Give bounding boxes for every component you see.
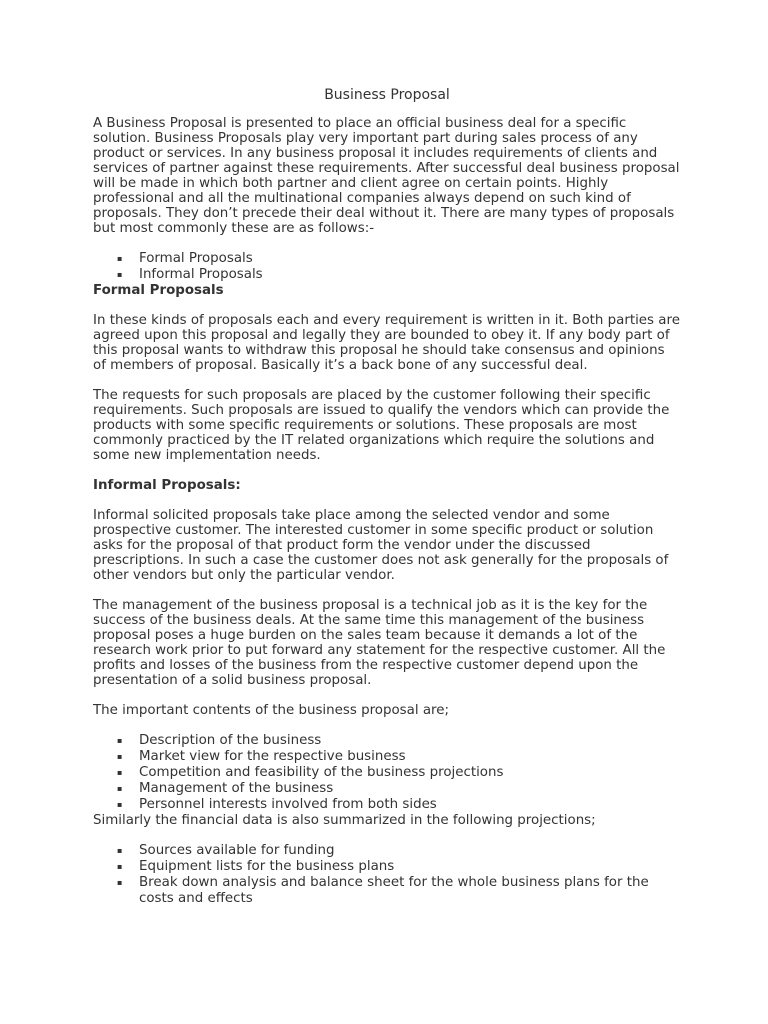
bullet-icon: ▪: [117, 862, 123, 871]
proposal-types-list: [93, 251, 681, 283]
contents-intro: The important contents of the business proposal are;: [93, 703, 450, 718]
bullet-icon: ▪: [117, 254, 123, 263]
document-page: [93, 88, 681, 907]
intro-paragraph: A Business Proposal is presented to place an official business deal for a specific solution. Business Proposals play very important part during sales process of any product or services. In any business proposal it includes requirements of clients and services of partner against these requirements. After successful deal business proposal will be made in which both partner and client agree on certain points. Highly professional and all the multinational companies always depend on such kind of proposals. They don’t precede their deal without it. There are many types of proposals but most commonly these are as follows:-: [93, 116, 680, 236]
bullet-icon: ▪: [117, 846, 123, 855]
document-title: Business Proposal: [324, 87, 450, 103]
list-item: ▪ Equipment lists for the business plans: [117, 859, 395, 874]
bullet-icon: ▪: [117, 270, 123, 279]
list-item: ▪ Formal Proposals: [117, 251, 253, 266]
list-item: ▪ Informal Proposals: [117, 267, 263, 282]
list-item: ▪ Break down analysis and balance sheet for the whole business plans for the costs and effects: [117, 875, 649, 906]
formal-paragraph-1: In these kinds of proposals each and every requirement is written in it. Both parties are agreed upon this proposal and legally they are bounded to obey it. If any body part of this proposal wants to withdraw this proposal he should take consensus and opinions of members of proposal. Basically it’s a back bone of any successful deal.: [93, 313, 680, 373]
financial-intro: Similarly the financial data is also summarized in the following projections;: [93, 813, 596, 828]
formal-paragraph-2: The requests for such proposals are placed by the customer following their specific requirements. Such proposals are issued to qualify the vendors which can provide the products with some specific requirements or solutions. These proposals are most commonly practiced by the IT related organizations which require the solutions and some new implementation needs.: [93, 388, 670, 463]
bullet-icon: ▪: [117, 784, 123, 793]
management-paragraph: The management of the business proposal is a technical job as it is the key for the success of the business deals. At the same time this management of the business proposal poses a huge burden on the sales team because it demands a lot of the research work prior to put forward any statement for the respective customer. All the profits and losses of the business from the respective customer depend upon the presentation of a solid business proposal.: [93, 598, 666, 688]
list-item: ▪ Management of the business: [117, 781, 334, 796]
bullet-icon: ▪: [117, 768, 123, 777]
formal-proposals-heading: Formal Proposals: [93, 283, 224, 298]
list-item: ▪ Market view for the respective business: [117, 749, 406, 764]
financial-list: [93, 843, 681, 907]
informal-paragraph: Informal solicited proposals take place among the selected vendor and some prospective customer. The interested customer in some specific product or solution asks for the proposal of that product form the vendor under the discussed prescriptions. In such a case the customer does not ask generally for the proposals of other vendors but only the particular vendor.: [93, 508, 669, 583]
bullet-icon: ▪: [117, 752, 123, 761]
bullet-icon: ▪: [117, 878, 123, 887]
list-item: ▪ Personnel interests involved from both sides: [117, 797, 437, 812]
contents-list: [93, 733, 681, 813]
list-item: ▪ Sources available for funding: [117, 843, 335, 858]
bullet-icon: ▪: [117, 800, 123, 809]
informal-proposals-heading: Informal Proposals:: [93, 478, 241, 493]
list-item: ▪ Description of the business: [117, 733, 322, 748]
bullet-icon: ▪: [117, 736, 123, 745]
list-item: ▪ Competition and feasibility of the business projections: [117, 765, 504, 780]
